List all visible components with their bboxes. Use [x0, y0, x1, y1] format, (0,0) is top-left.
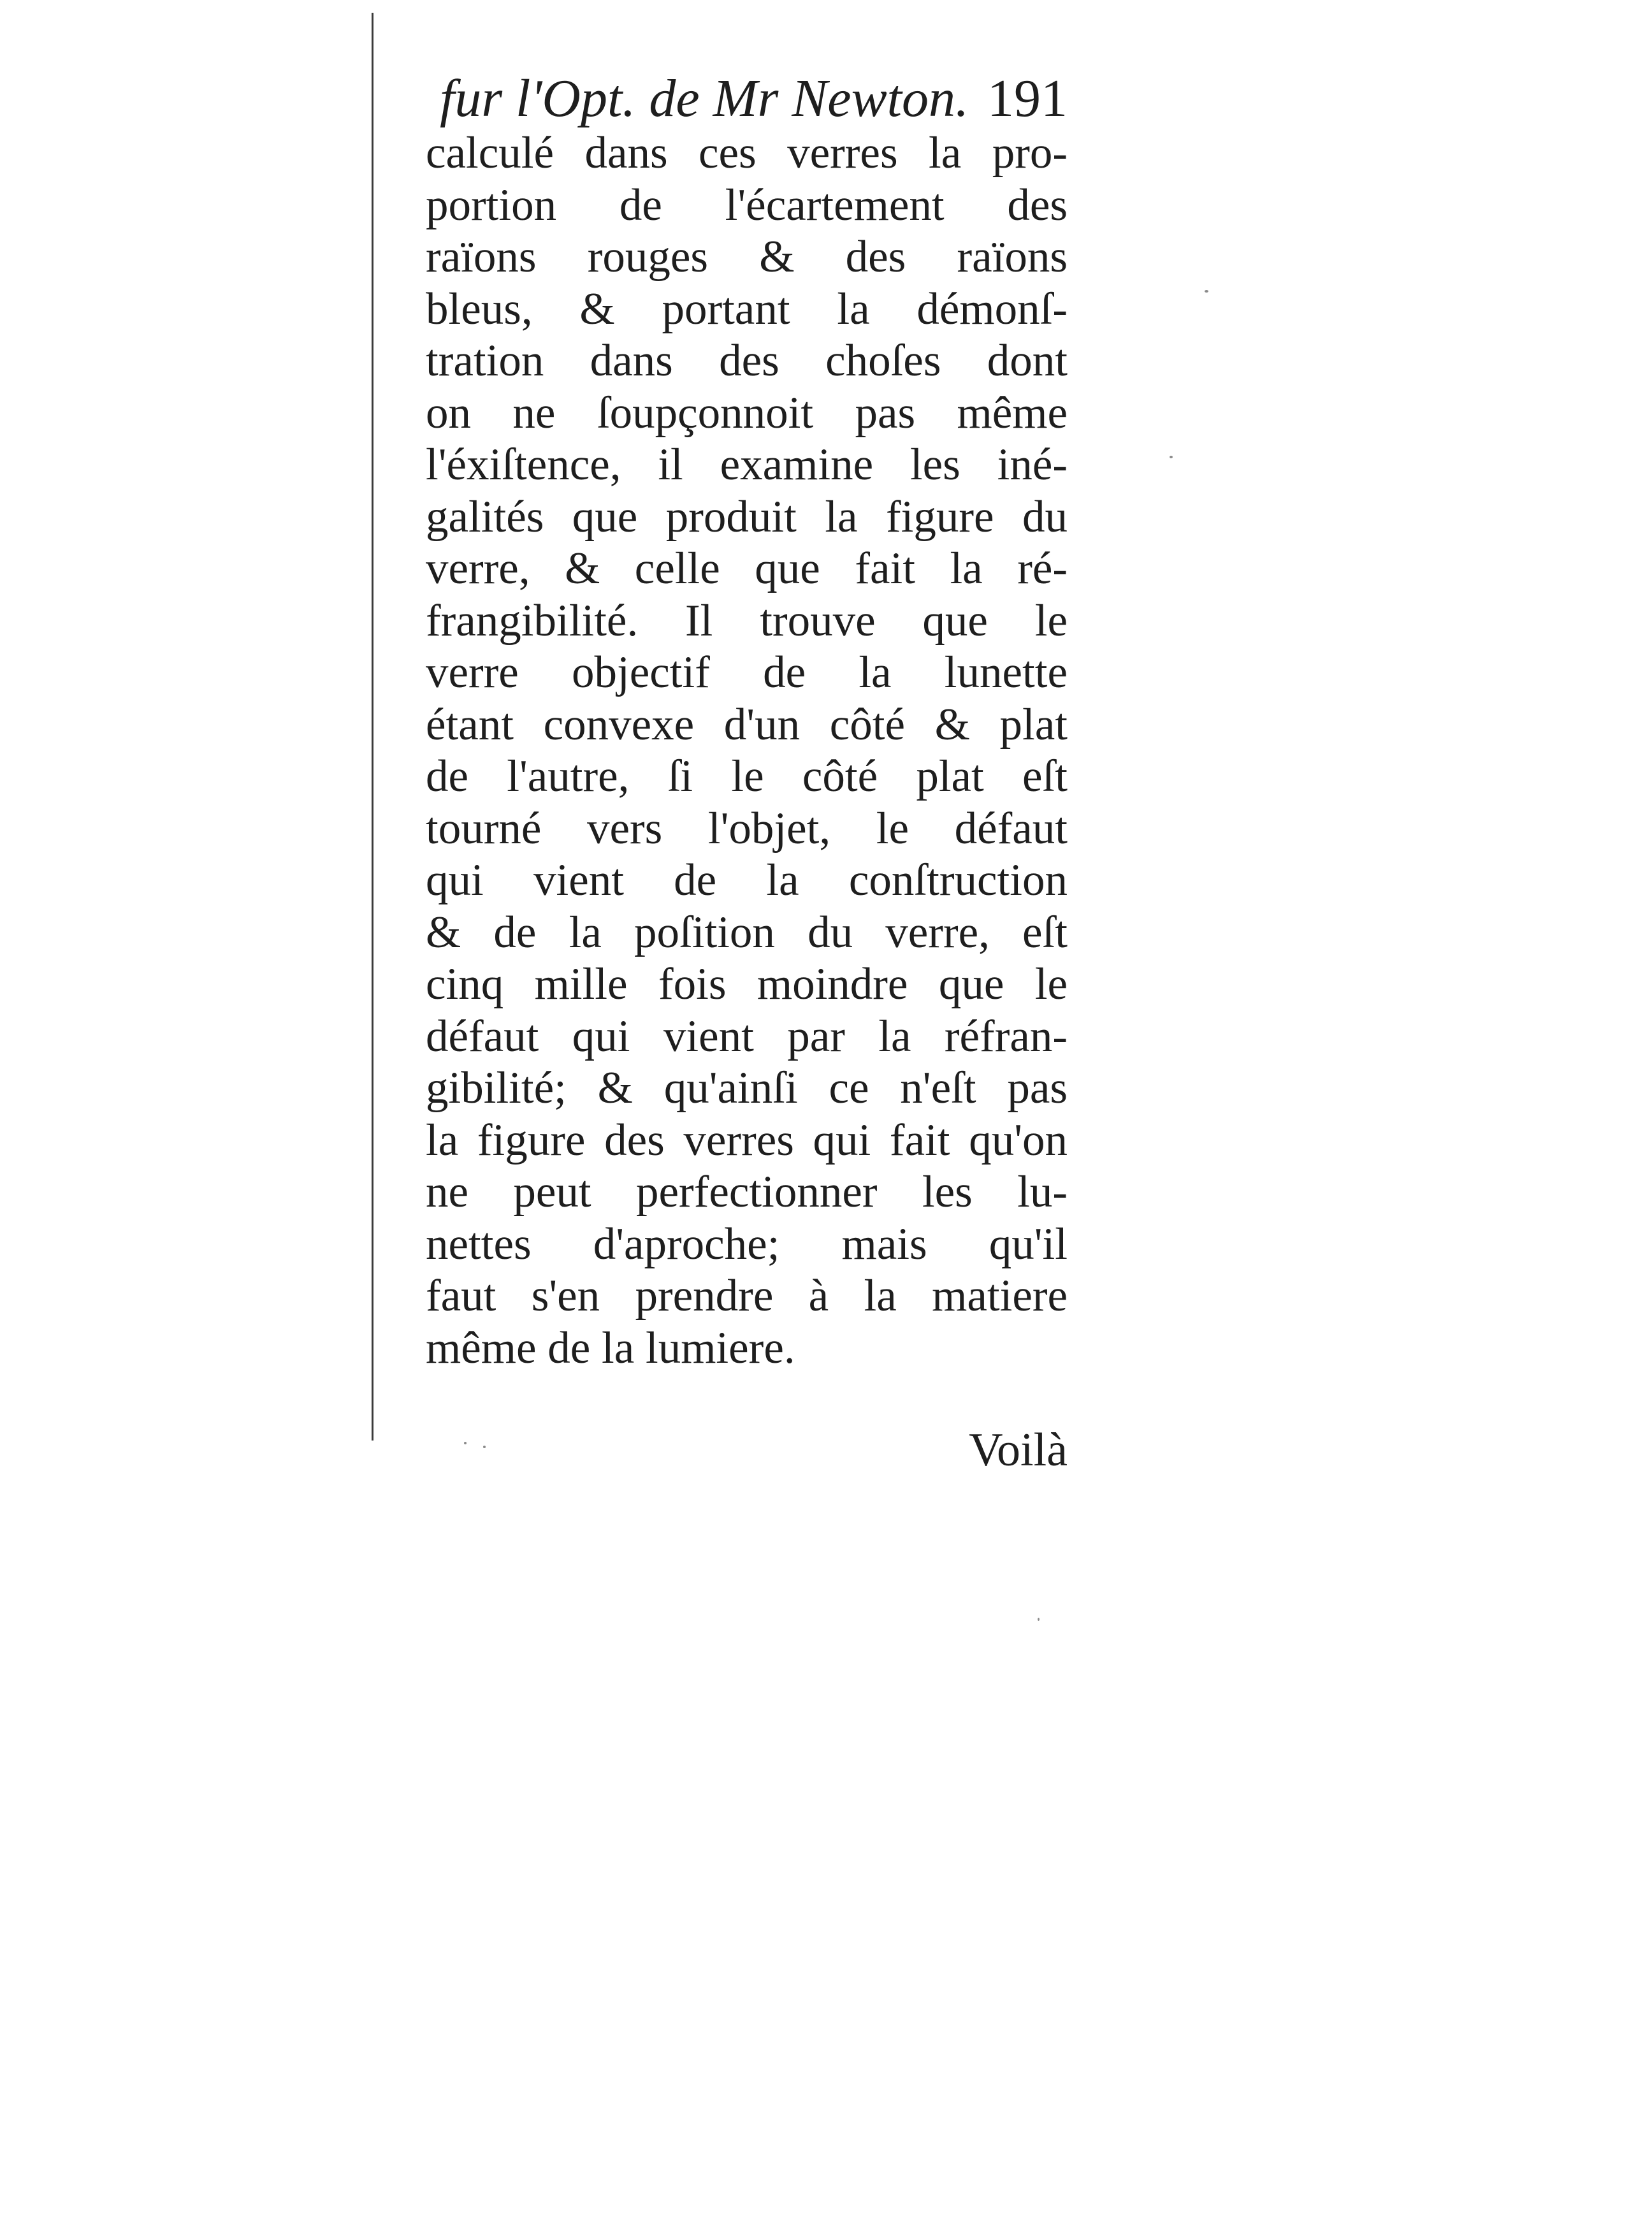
paper-speck: [464, 1442, 467, 1444]
paper-speck: [1170, 456, 1173, 458]
text-line: raïons rouges & des raïons: [426, 232, 1068, 282]
text-line: tration dans des choſes dont: [426, 336, 1068, 386]
text-line: portion de l'écartement des: [426, 180, 1068, 230]
text-line: bleus, & portant la démonſ-: [426, 284, 1068, 334]
body-text: [426, 127, 1068, 1374]
text-line: même de la lumiere.: [426, 1323, 795, 1373]
running-header: [440, 64, 1077, 134]
text-line: & de la poſition du verre, eſt: [426, 907, 1068, 957]
text-line: faut s'en prendre à la matiere: [426, 1271, 1068, 1321]
paper-speck: [1038, 1618, 1040, 1621]
text-line: nettes d'aproche; mais qu'il: [426, 1219, 1068, 1269]
text-line: calculé dans ces verres la pro-: [426, 128, 1068, 178]
text-line: tourné vers l'objet, le défaut: [426, 803, 1068, 853]
text-line: défaut qui vient par la réfran-: [426, 1011, 1068, 1061]
text-line: galités que produit la figure du: [426, 491, 1068, 542]
text-line: verre objectif de la lunette: [426, 648, 1068, 697]
text-line: gibilité; & qu'ainſi ce n'eſt pas: [426, 1063, 1068, 1113]
text-line: cinq mille fois moindre que le: [426, 959, 1068, 1009]
catchword: Voilà: [969, 1424, 1068, 1476]
text-line: de l'autre, ſi le côté plat eſt: [426, 751, 1068, 801]
text-line: verre, & celle que fait la ré-: [426, 544, 1068, 593]
paper-speck: [1205, 290, 1208, 293]
text-line: ne peut perfectionner les lu-: [426, 1167, 1068, 1217]
text-line: frangibilité. Il trouve que le: [426, 595, 1068, 646]
text-line: on ne ſoupçonnoit pas même: [426, 388, 1068, 438]
gutter-line: [372, 13, 373, 1441]
text-line: qui vient de la conſtruction: [426, 855, 1068, 905]
running-title: fur l'Opt. de Mr Newton.: [440, 69, 969, 128]
text-line: l'éxiſtence, il examine les iné-: [426, 440, 1068, 490]
paper-speck: [483, 1446, 486, 1448]
page-number: 191: [987, 69, 1068, 128]
text-line: étant convexe d'un côté & plat: [426, 699, 1068, 750]
text-line: la figure des verres qui fait qu'on: [426, 1115, 1068, 1165]
